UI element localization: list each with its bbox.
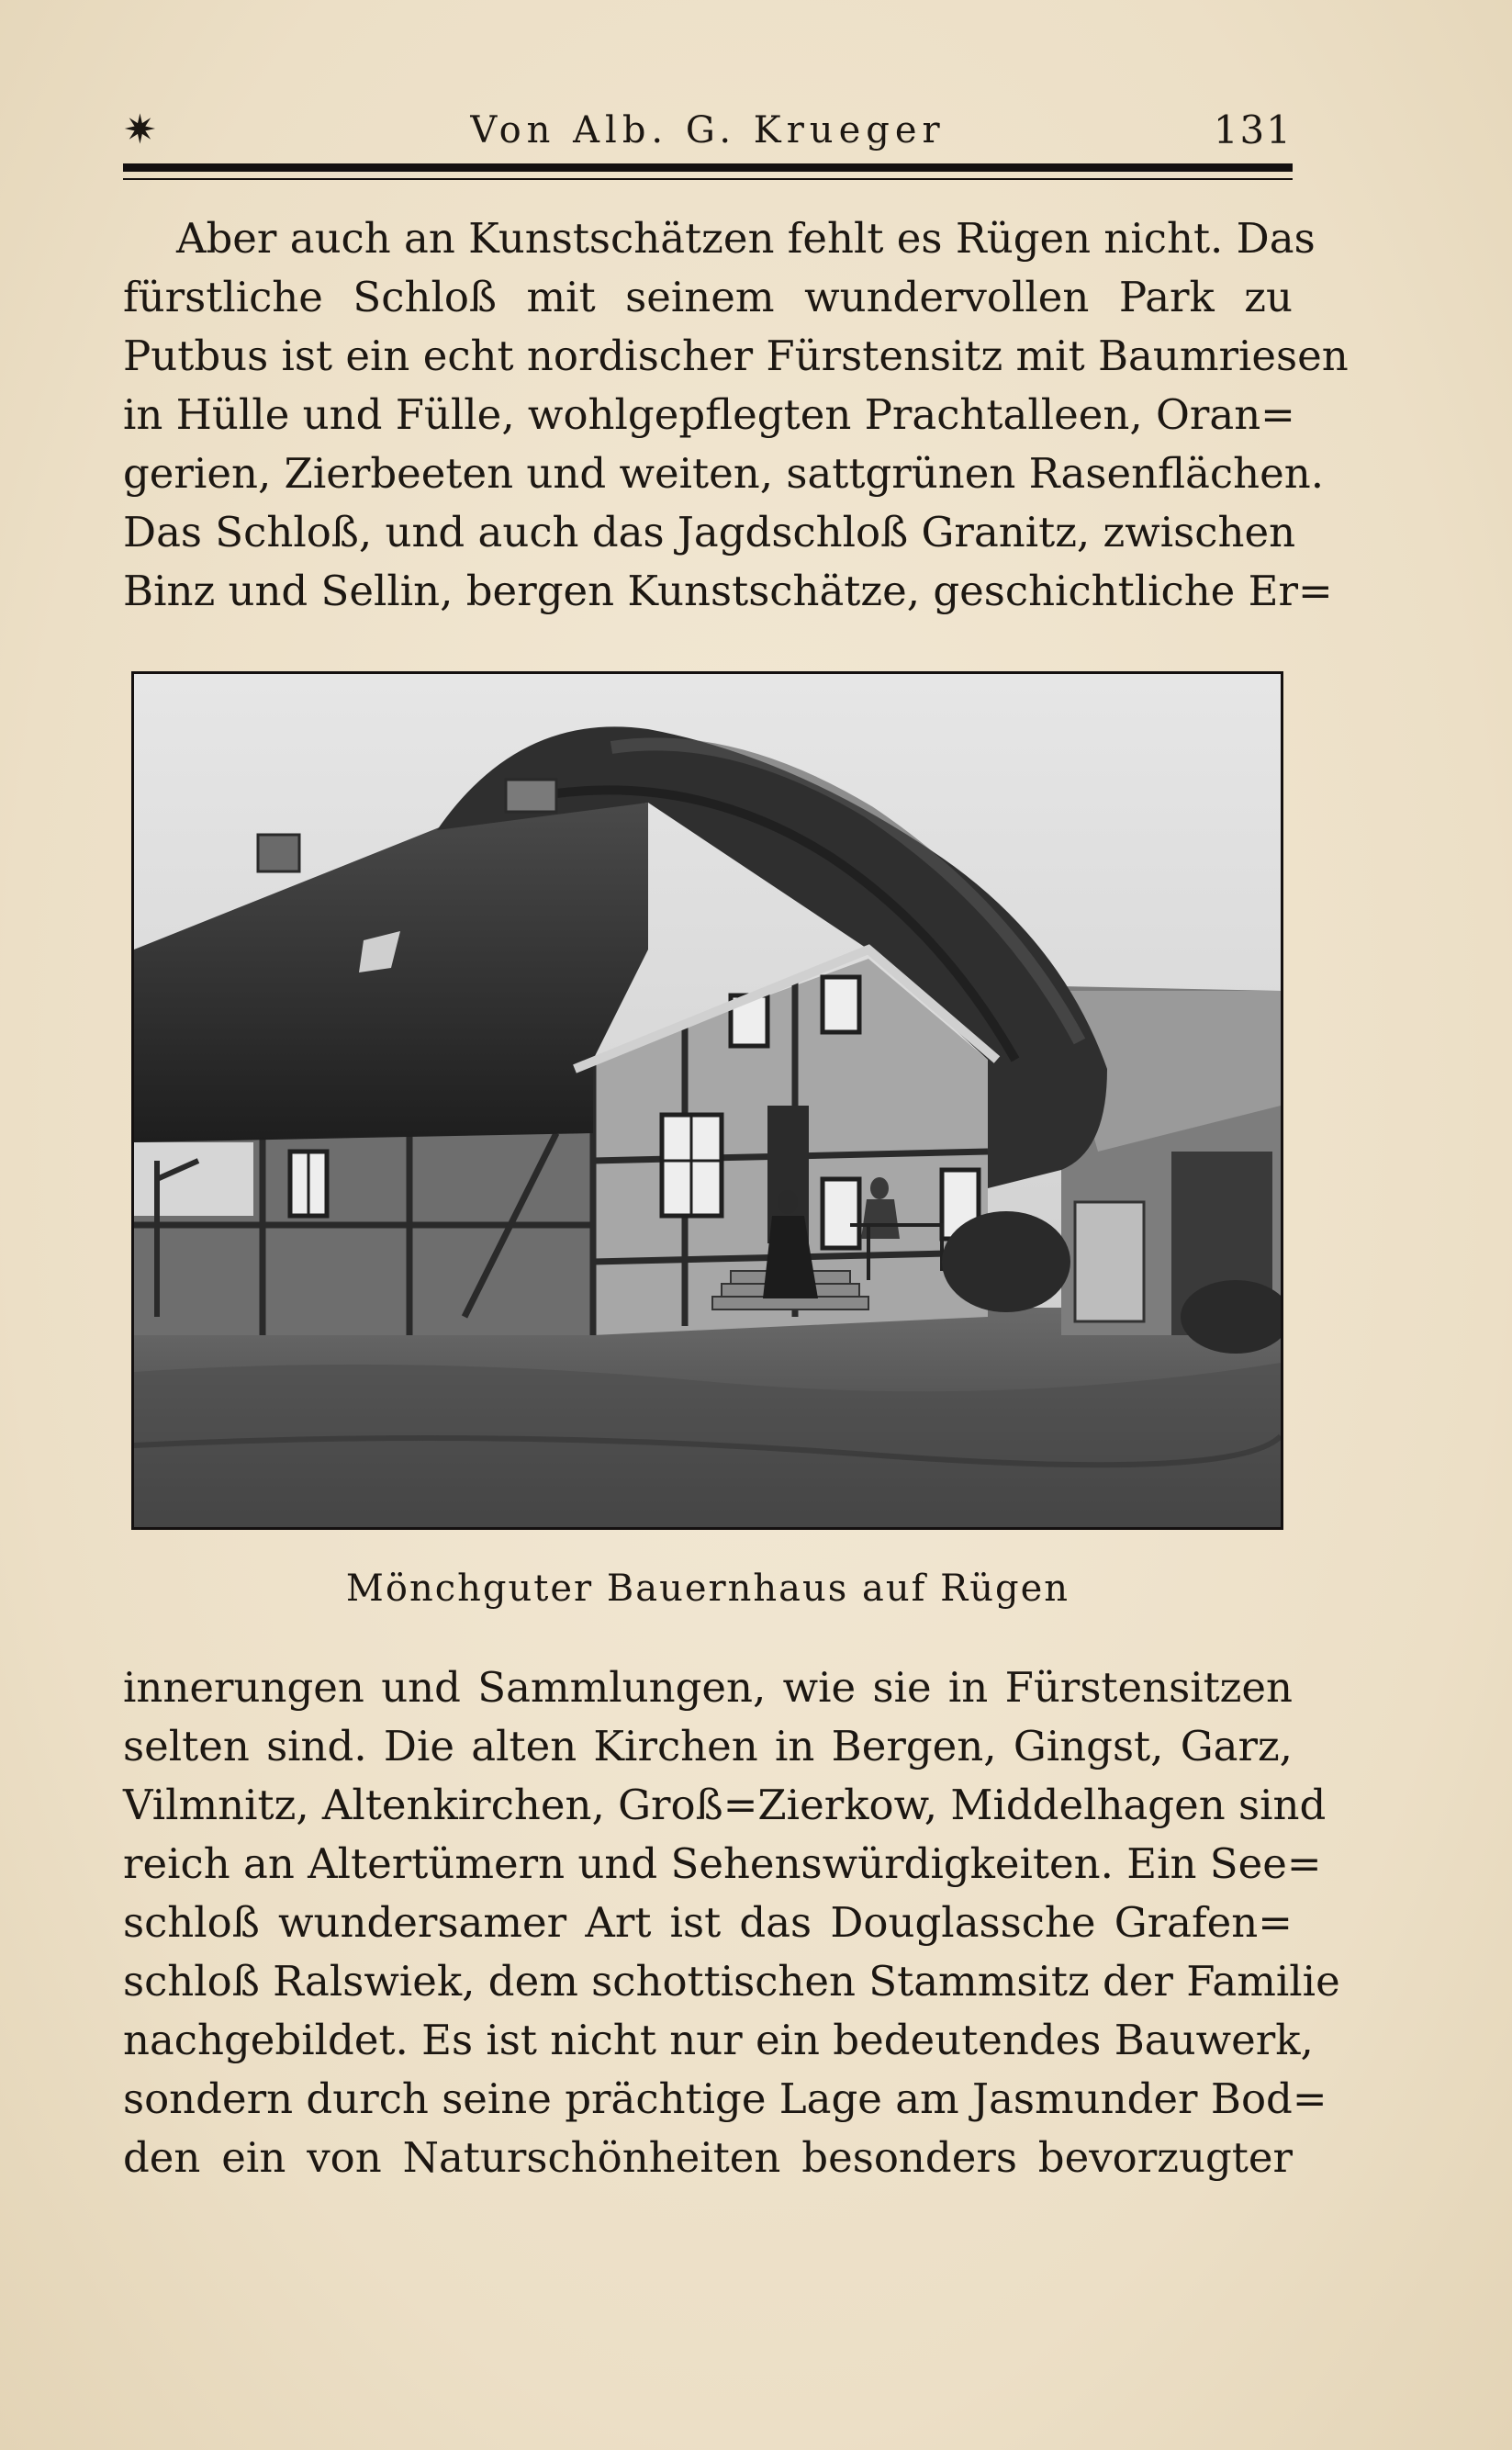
- paragraph-top: [123, 209, 1349, 621]
- text-line: Aber auch an Kunstschätzen fehlt es Rügen nicht. Das: [176, 214, 1316, 263]
- header-rule-thick: [123, 163, 1293, 172]
- text-line: reich an Altertümern und Sehenswürdigkeiten. Ein See=: [123, 1839, 1322, 1888]
- farmhouse-photograph: [131, 671, 1283, 1530]
- text-line: Putbus ist ein echt nordischer Fürstensitz mit Baumriesen: [123, 332, 1349, 380]
- text-line: fürstliche Schloß mit seinem wundervollen Park zu: [123, 273, 1293, 321]
- text-line: sondern durch seine prächtige Lage am Jasmunder Bod=: [123, 2074, 1327, 2123]
- text-line: nachgebildet. Es ist nicht nur ein bedeutendes Bauwerk,: [123, 2016, 1314, 2064]
- text-line: schloß Ralswiek, dem schottischen Stammsitz der Familie: [123, 1957, 1340, 2006]
- running-title: Von Alb. G. Krueger: [470, 109, 946, 152]
- page-number: 131: [1213, 107, 1293, 152]
- text-line: schloß wundersamer Art ist das Douglassche Grafen=: [123, 1898, 1293, 1947]
- text-line: in Hülle und Fülle, wohlgepflegten Prachtalleen, Oran=: [123, 390, 1295, 439]
- text-line: selten sind. Die alten Kirchen in Bergen, Gingst, Garz,: [123, 1722, 1293, 1770]
- text-line: Vilmnitz, Altenkirchen, Groß=Zierkow, Middelhagen sind: [123, 1781, 1327, 1829]
- header-rule-thin: [123, 178, 1293, 180]
- text-line: gerien, Zierbeeten und weiten, sattgrünen Rasenflächen.: [123, 449, 1325, 498]
- star-ornament-icon: ✷: [123, 107, 157, 153]
- text-line: den ein von Naturschönheiten besonders bevorzugter: [123, 2133, 1293, 2182]
- text-line: Binz und Sellin, bergen Kunstschätze, geschichtliche Er=: [123, 567, 1333, 615]
- figure-caption: Mönchguter Bauernhaus auf Rügen: [345, 1568, 1070, 1610]
- text-line: Das Schloß, und auch das Jagdschloß Granitz, zwischen: [123, 508, 1296, 556]
- paragraph-bottom: [123, 1658, 1340, 2187]
- running-header: [123, 103, 1293, 158]
- text-line: innerungen und Sammlungen, wie sie in Fürstensitzen: [123, 1663, 1293, 1712]
